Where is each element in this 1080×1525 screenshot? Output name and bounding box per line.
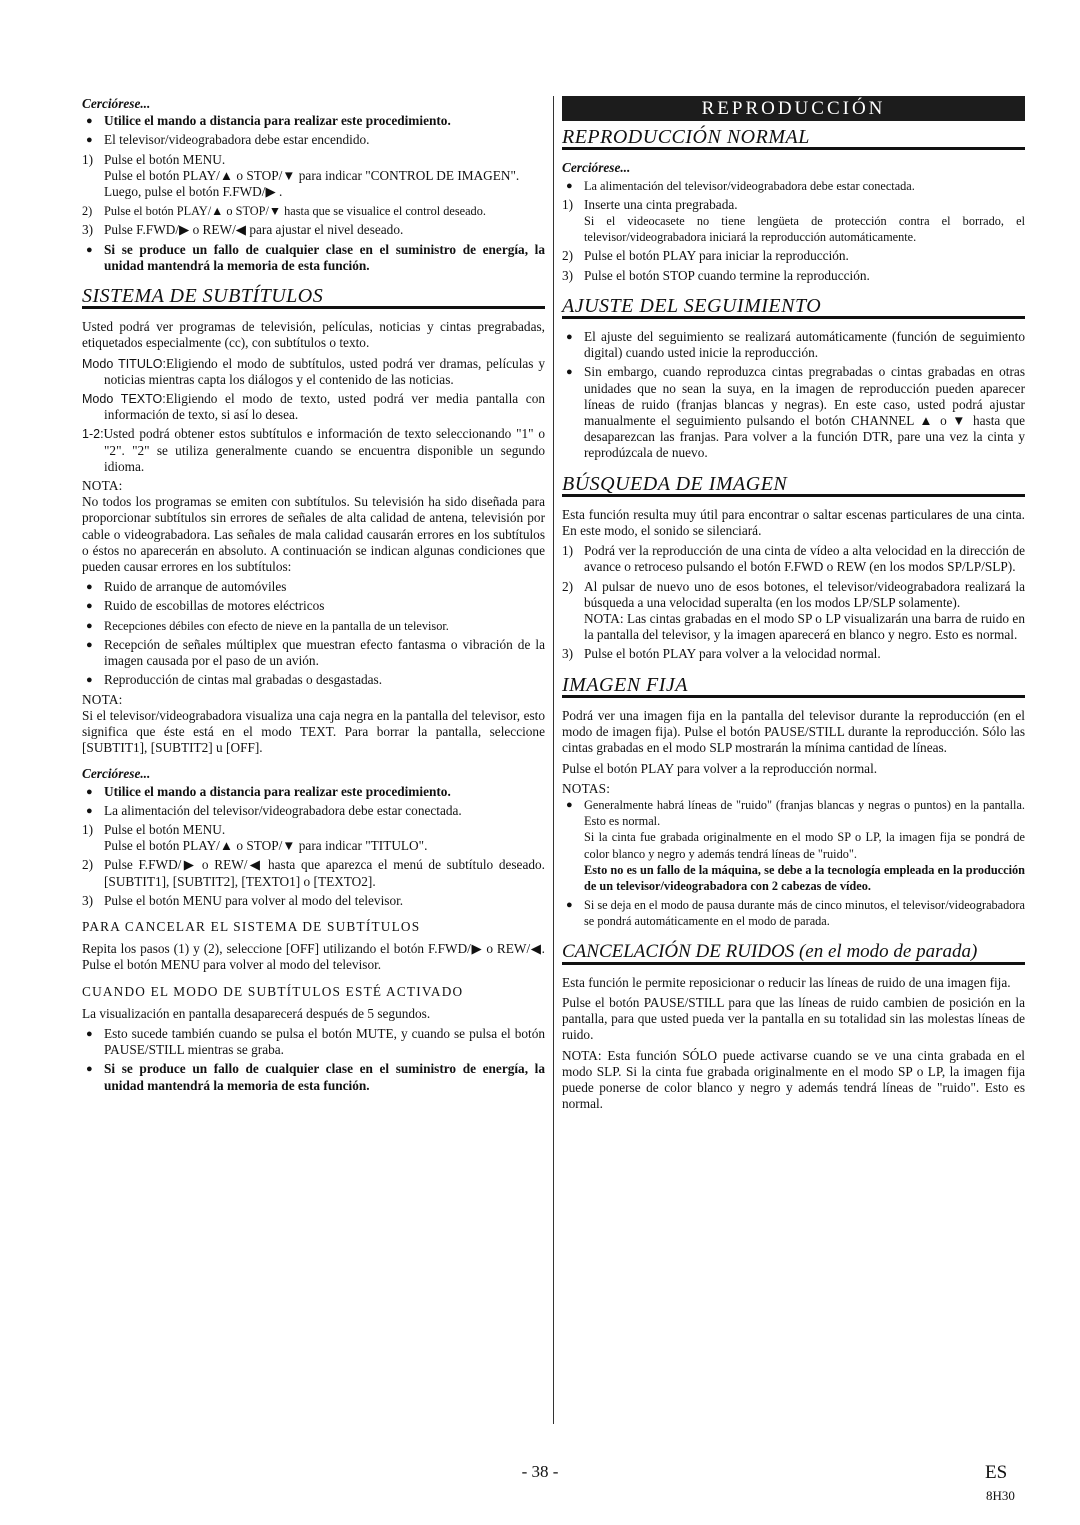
check-title: Cerciórese... [82, 96, 151, 111]
warning-text: ● Si se produce un fallo de cualquier clase en el suministro de energía, la unidad mantendrá la memoria de esta función. [82, 242, 545, 274]
step-item [82, 822, 545, 854]
mode-label: Modo TEXTO: [82, 392, 166, 407]
note-list [82, 1026, 545, 1094]
section-title: REPRODUCCIÓN NORMAL [562, 129, 1025, 150]
step-number: 3) [82, 892, 94, 908]
list-item: ● Utilice el mando a distancia para realizar este procedimiento. [82, 113, 545, 129]
check-list [82, 784, 545, 819]
paragraph: Si el televisor/videograbadora visualiza una caja negra en la pantalla del televisor, esto significa que éste está en el modo TEXT. Para borrar la pantalla, seleccione [SUBTIT1], [SUBTIT2] u [OFF]. [82, 707, 545, 756]
paragraph: No todos los programas se emiten con subtítulos. Su televisión ha sido diseñada para proporcionar subtítulos sin errores de señales de alta calidad de antena, televisión por cable o videograbadora. Las señales de mala calidad causarán errores en los subtítulos o éstos no aparecerán en absoluto. A continuación se indican algunas condiciones que pueden causar errores en los subtítulos: [82, 494, 545, 575]
step-item [82, 893, 545, 909]
check-title: Cerciórese... [82, 766, 151, 782]
paragraph: Usted podrá ver programas de televisión, películas, noticias y cintas pregrabadas, etiquetados especialmente (cc), con subtítulos o texto. [82, 319, 545, 351]
steps-list [82, 822, 545, 909]
chapter-banner: REPRODUCCIÓN [562, 96, 1025, 121]
check-list [82, 113, 545, 148]
language-code: ES [985, 1462, 1008, 1483]
list-item: ● Ruido de arranque de automóviles [82, 579, 545, 595]
step-text: Pulse el botón PLAY/▲ o STOP/▼ hasta que se visualice el control deseado. [104, 204, 486, 219]
subsection-title: PARA CANCELAR EL SISTEMA DE SUBTÍTULOS [82, 918, 421, 934]
check-title: Cerciórese... [562, 160, 631, 176]
list-item: ● La alimentación del televisor/videograbadora debe estar conectada. [562, 178, 1025, 194]
model-code: 8H30 [986, 1488, 1015, 1503]
step-number: 3) [562, 646, 574, 662]
step-text: Pulse el botón PLAY para iniciar la reproducción. [584, 248, 849, 264]
step-number: 3) [82, 222, 94, 238]
list-item: ● Reproducción de cintas mal grabadas o desgastadas. [82, 672, 545, 688]
list-item [562, 797, 1025, 894]
list-item: ● El ajuste del seguimiento se realizará automáticamente (función de seguimiento digital) cuando usted inicie la reproducción. [562, 329, 1025, 361]
note-list [82, 579, 545, 688]
step-number: 1) [562, 196, 574, 212]
step-number: 1) [82, 821, 94, 837]
step-number: 3) [562, 267, 574, 283]
list-item: ● Recepciones débiles con efecto de nieve en la pantalla de un televisor. [82, 618, 545, 634]
step-sub: NOTA: Las cintas grabadas en el modo SP o LP visualizarán una barra de ruido en la pantalla del televisor, y la imagen aparecerá en blanco y negro. Esto es normal. [584, 611, 1025, 643]
mode-text: Eligiendo el modo de subtítulos, usted podrá ver dramas, películas y noticias mientras capta los diálogos y el contenido de las noticias. [104, 355, 545, 387]
note-sub: Si la cinta fue grabada originalmente en el modo SP o LP, la imagen fija se pondrá de color blanco y negro y además tendrá líneas de "ruido". [584, 830, 1025, 861]
paragraph: Podrá ver una imagen fija en la pantalla del televisor durante la reproducción (en el modo de imagen fija). Pulse el botón PAUSE/STILL durante la reproducción. Sólo las cintas grabadas en el modo SLP mostrarán la mínima cantidad de líneas. [562, 707, 1025, 756]
step-item [562, 248, 1025, 264]
step-text: Pulse el botón MENU para volver al modo del televisor. [104, 892, 404, 908]
list-item: ● Si se deja en el modo de pausa durante más de cinco minutos, el televisor/videograbadora se pondrá automáticamente en el modo de parada. [562, 897, 1025, 929]
steps-list [562, 543, 1025, 662]
step-text: Pulse F.FWD/▶ o REW/◀ para ajustar el nivel deseado. [104, 222, 404, 238]
section-title: SISTEMA DE SUBTÍTULOS [82, 288, 545, 309]
step-item [82, 857, 545, 889]
step-number: 2) [562, 578, 574, 594]
column-divider [553, 96, 554, 1424]
step-text: Al pulsar de nuevo uno de esos botones, el televisor/videograbadora realizará la búsqueda a una velocidad superalta (en los modos LP/SLP solamente). [584, 578, 1025, 610]
step-number: 1) [82, 151, 94, 167]
step-item [562, 579, 1025, 644]
step-item [82, 222, 545, 238]
step-item [82, 152, 545, 201]
list-item: ● Sin embargo, cuando reproduzca cintas pregrabadas o cintas grabadas en otras unidades que no sean la suya, en la imagen de reproducción pueden aparecer líneas de ruido (franjas blancas y negras). En este caso, usted podrá ajustar manualmente el seguimiento pulsando el botón CHANNEL ▲ o ▼ hasta que desaparezcan las franjas. Para volver a la función DTR, pare una vez la cinta y reprodúzcala de nuevo. [562, 364, 1025, 461]
note-title: NOTA: [82, 691, 123, 707]
paragraph: Pulse el botón PLAY para volver a la reproducción normal. [562, 760, 878, 776]
note-title: NOTA: [82, 478, 123, 494]
mode-item [82, 426, 545, 475]
mode-text: Usted podrá obtener estos subtítulos e información de texto seleccionando "1" o "2". "2" se utiliza generalmente cuando se encuentra disponible un segundo idioma. [103, 426, 545, 474]
paragraph: La visualización en pantalla desaparecerá después de 5 segundos. [82, 1005, 431, 1021]
step-item [562, 197, 1025, 246]
mode-label: 1-2: [82, 427, 104, 442]
step-number: 1) [562, 543, 574, 559]
left-column [82, 96, 545, 1097]
step-text: Pulse el botón MENU. [104, 151, 226, 167]
step-number: 2) [82, 204, 93, 219]
step-text: Pulse F.FWD/▶ o REW/◀ hasta que aparezca el menú de subtítulo deseado. [SUBTIT1], [SUBTIT2], [TEXTO1] o [TEXTO2]. [104, 857, 545, 889]
step-sub: Luego, pulse el botón F.FWD/▶ . [104, 184, 283, 200]
note-title: NOTAS: [562, 780, 611, 796]
right-column [562, 96, 1025, 1116]
warning-text: ● Si se produce un fallo de cualquier clase en el suministro de energía, la unidad mantendrá la memoria de esta función. [82, 1061, 545, 1093]
step-text: Podrá ver la reproducción de una cinta de vídeo a alta velocidad en la dirección de avance o retroceso pulsando el botón F.FWD o REW (en los modos SP/LP/SLP). [584, 543, 1025, 575]
tracking-list [562, 329, 1025, 462]
paragraph: NOTA: Esta función SÓLO puede activarse cuando se ve una cinta grabada en el modo SLP. Si la cinta fue grabada originalmente en el modo SP o LP, la imagen fija puede ponerse de color blanco y negro y además tendrá líneas de "ruido". Esto es normal. [562, 1047, 1025, 1112]
paragraph: Pulse el botón PAUSE/STILL para que las líneas de ruido cambien de posición en la pantalla, para que usted pueda ver la pantalla en su totalidad sin las molestas líneas de ruido. [562, 994, 1025, 1043]
note-bold: Esto no es un fallo de la máquina, se debe a la tecnología empleada en la producción de un televisor/videograbadora con 2 cabezas de vídeo. [584, 862, 1025, 893]
section-title: BÚSQUEDA DE IMAGEN [562, 476, 1025, 497]
mode-text: Eligiendo el modo de texto, usted podrá ver media pantalla con información de texto, si así lo desea. [104, 391, 546, 423]
section-title: IMAGEN FIJA [562, 677, 1025, 698]
paragraph: Esta función resulta muy útil para encontrar o saltar escenas particulares de una cinta. En este modo, el sonido se silenciará. [562, 506, 1025, 539]
step-sub: Pulse el botón PLAY/▲ o STOP/▼ para indicar "CONTROL DE IMAGEN". [104, 167, 520, 183]
list-item: ● El televisor/videograbadora debe estar encendido. [82, 132, 545, 148]
step-item [562, 646, 1025, 662]
paragraph: Esta función le permite reposicionar o reducir las líneas de ruido de una imagen fija. [562, 974, 1011, 990]
step-item [562, 268, 1025, 284]
notes-list [562, 797, 1025, 930]
step-number: 2) [82, 857, 94, 873]
step-number: 2) [562, 248, 574, 264]
list-item: ● Utilice el mando a distancia para realizar este procedimiento. [82, 784, 545, 800]
steps-list [82, 152, 545, 239]
steps-list [562, 197, 1025, 284]
step-sub: Si el videocasete no tiene lengüeta de protección contra el borrado, el televisor/videograbadora iniciará la reproducción automáticamente. [584, 214, 1025, 245]
list-item: ● Recepción de señales múltiplex que muestran efecto fantasma o vibración de la imagen causada por el paso de un avión. [82, 637, 545, 669]
paragraph: Repita los pasos (1) y (2), seleccione [OFF] utilizando el botón F.FWD/▶ o REW/◀. Pulse el botón MENU para volver al modo del televisor. [82, 941, 545, 973]
step-text: Pulse el botón MENU. [104, 821, 226, 837]
step-item [82, 203, 545, 219]
step-item [562, 543, 1025, 575]
section-title: AJUSTE DEL SEGUIMIENTO [562, 298, 1025, 319]
page-number: - 38 - [521, 1462, 559, 1481]
subsection-title: CUANDO EL MODO DE SUBTÍTULOS ESTÉ ACTIVADO [82, 983, 464, 999]
step-text: Inserte una cinta pregrabada. [584, 196, 738, 212]
step-text: Pulse el botón PLAY para volver a la velocidad normal. [584, 646, 881, 662]
list-item: ● La alimentación del televisor/videograbadora debe estar conectada. [82, 803, 545, 819]
check-list [562, 178, 1025, 194]
mode-label: Modo TITULO: [82, 356, 166, 371]
list-item: ● Esto sucede también cuando se pulsa el botón MUTE, y cuando se pulsa el botón PAUSE/STILL mientras se graba. [82, 1026, 545, 1058]
mode-item [82, 391, 545, 423]
step-sub: Pulse el botón PLAY/▲ o STOP/▼ para indicar "TITULO". [104, 838, 428, 854]
mode-item [82, 356, 545, 388]
section-title: CANCELACIÓN DE RUIDOS (en el modo de parada) [562, 944, 1025, 965]
note-text: Generalmente habrá líneas de "ruido" (franjas blancas y negras o puntos) en la pantalla. Esto es normal. [584, 797, 1025, 829]
warning-list [82, 242, 545, 274]
step-text: Pulse el botón STOP cuando termine la reproducción. [584, 267, 870, 283]
list-item: ● Ruido de escobillas de motores eléctricos [82, 598, 545, 614]
